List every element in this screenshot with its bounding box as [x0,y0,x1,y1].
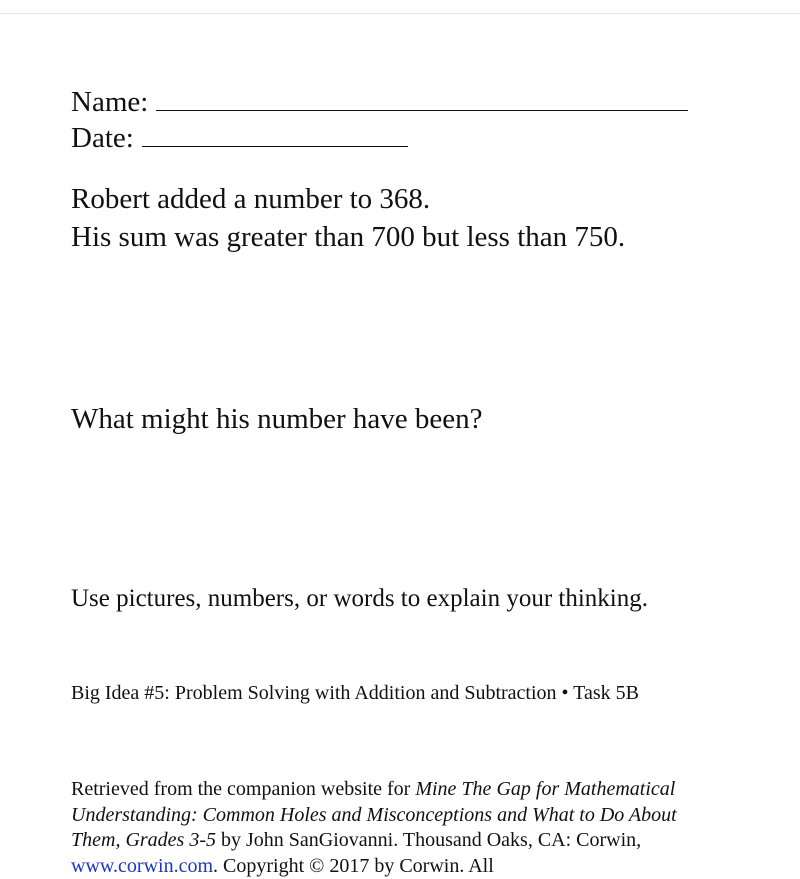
problem-line-2: His sum was greater than 700 but less than 750. [71,221,626,253]
question-text: What might his number have been? [71,403,483,435]
problem-line-1: Robert added a number to 368. [71,183,431,215]
citation-prefix: Retrieved from the companion website for [71,778,416,800]
big-idea-caption: Big Idea #5: Problem Solving with Addition and Subtraction • Task 5B [71,682,639,704]
date-blank-line [142,120,408,147]
name-field-row [71,84,761,120]
retrieved-citation [71,777,731,879]
book-title: Mine The Gap for Mathematical Understanding: Common Holes and Misconceptions and What to Do About Them, Grades 3-5 [71,778,677,851]
corwin-website-link[interactable]: www.corwin.com [71,854,214,877]
date-field-row [71,120,761,156]
date-label: Date: [71,122,134,154]
page-top-divider [0,13,800,14]
worksheet-body [71,84,761,256]
name-blank-line [156,84,688,111]
citation-middle: by John SanGiovanni. Thousand Oaks, CA: Corwin, [216,829,642,851]
citation-suffix: . Copyright © 2017 by Corwin. All [213,854,494,877]
explain-prompt: Use pictures, numbers, or words to explain your thinking. [71,585,648,612]
name-label: Name: [71,86,149,118]
problem-statement [71,180,761,256]
